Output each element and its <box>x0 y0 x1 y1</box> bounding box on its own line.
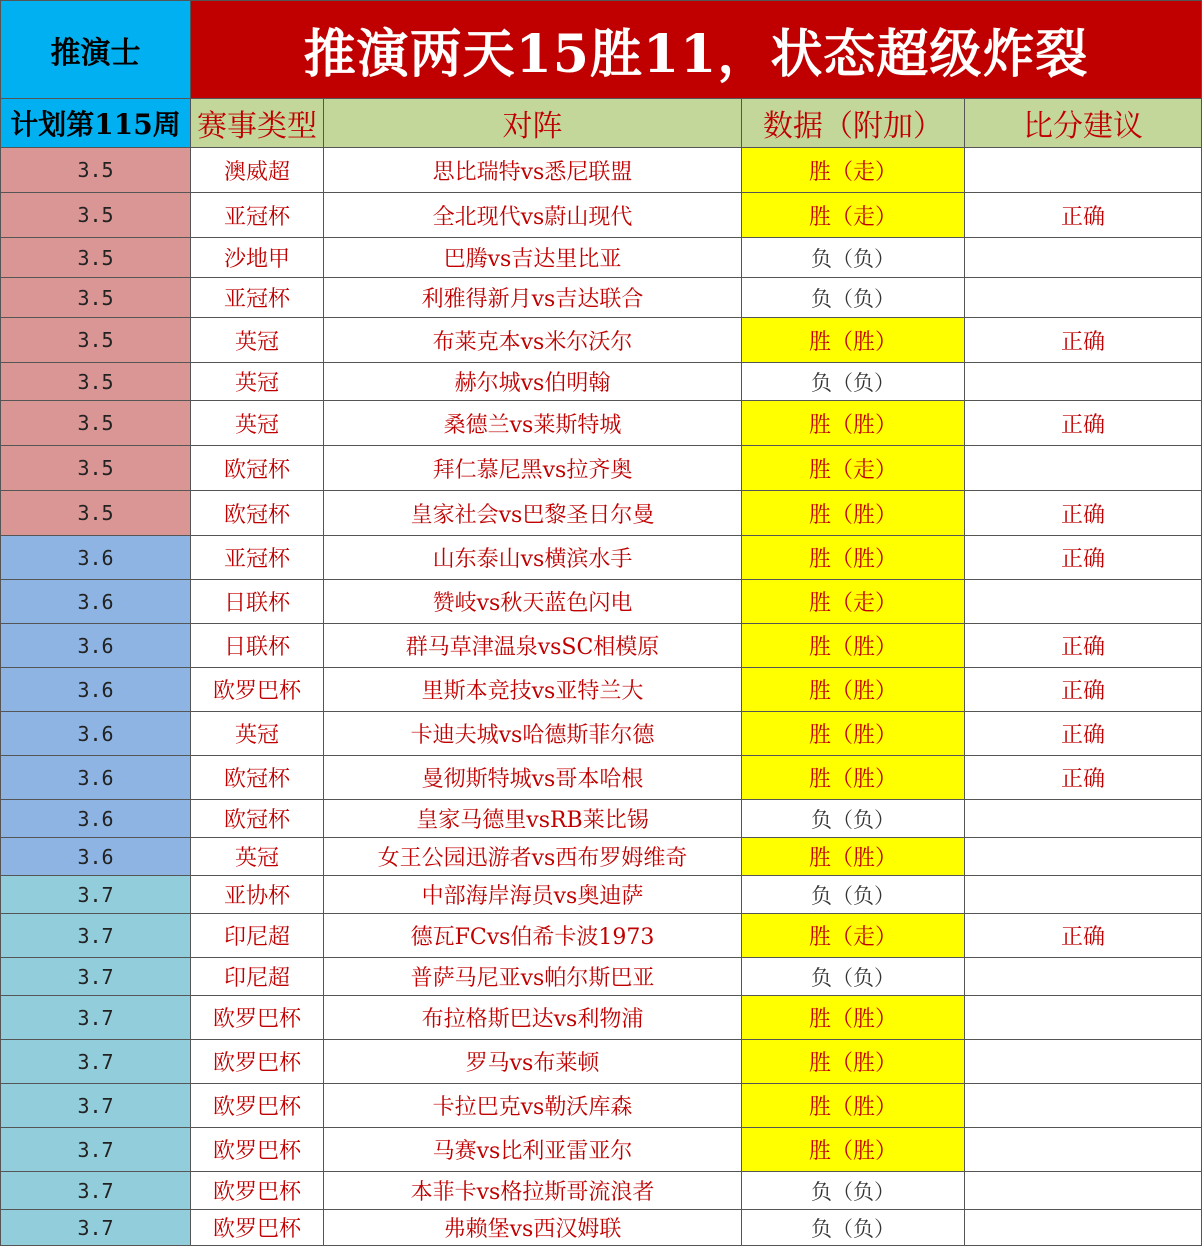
result-cell: 负（负） <box>742 958 965 996</box>
league-cell: 欧罗巴杯 <box>191 1084 324 1128</box>
date-cell: 3.7 <box>1 876 191 914</box>
match-cell: 女王公园迅游者vs西布罗姆维奇 <box>324 838 742 876</box>
league-cell: 欧冠杯 <box>191 491 324 536</box>
advice-cell <box>965 278 1202 318</box>
league-cell: 英冠 <box>191 838 324 876</box>
league-cell: 英冠 <box>191 363 324 401</box>
table-row <box>1 491 1202 536</box>
league-cell: 欧罗巴杯 <box>191 668 324 712</box>
table-row <box>1 712 1202 756</box>
league-cell: 日联杯 <box>191 624 324 668</box>
table-row <box>1 756 1202 800</box>
date-cell: 3.7 <box>1 914 191 958</box>
result-cell: 胜（走） <box>742 446 965 491</box>
match-cell: 赞岐vs秋天蓝色闪电 <box>324 580 742 624</box>
table-row <box>1 278 1202 318</box>
match-cell: 布拉格斯巴达vs利物浦 <box>324 996 742 1040</box>
header-match: 对阵 <box>324 99 742 148</box>
advice-cell: 正确 <box>965 193 1202 238</box>
league-cell: 印尼超 <box>191 958 324 996</box>
match-cell: 皇家马德里vsRB莱比锡 <box>324 800 742 838</box>
league-cell: 印尼超 <box>191 914 324 958</box>
advice-cell: 正确 <box>965 318 1202 363</box>
match-cell: 德瓦FCvs伯希卡波1973 <box>324 914 742 958</box>
date-cell: 3.7 <box>1 1084 191 1128</box>
date-cell: 3.5 <box>1 278 191 318</box>
result-cell: 负（负） <box>742 238 965 278</box>
advice-cell <box>965 1128 1202 1172</box>
result-cell: 胜（走） <box>742 148 965 193</box>
table-row <box>1 624 1202 668</box>
date-cell: 3.7 <box>1 1128 191 1172</box>
date-cell: 3.7 <box>1 1210 191 1246</box>
advice-cell <box>965 838 1202 876</box>
brand-label: 推演士 <box>1 1 191 99</box>
result-cell: 胜（走） <box>742 914 965 958</box>
result-cell: 胜（胜） <box>742 318 965 363</box>
result-cell: 胜（走） <box>742 580 965 624</box>
table-row <box>1 800 1202 838</box>
header-data: 数据（附加） <box>742 99 965 148</box>
league-cell: 澳威超 <box>191 148 324 193</box>
table-row <box>1 536 1202 580</box>
result-cell: 负（负） <box>742 1210 965 1246</box>
date-cell: 3.5 <box>1 193 191 238</box>
date-cell: 3.6 <box>1 800 191 838</box>
league-cell: 欧罗巴杯 <box>191 1128 324 1172</box>
table-row <box>1 996 1202 1040</box>
date-cell: 3.6 <box>1 668 191 712</box>
date-cell: 3.6 <box>1 756 191 800</box>
match-cell: 巴腾vs吉达里比亚 <box>324 238 742 278</box>
result-cell: 胜（走） <box>742 193 965 238</box>
match-cell: 皇家社会vs巴黎圣日尔曼 <box>324 491 742 536</box>
match-cell: 布莱克本vs米尔沃尔 <box>324 318 742 363</box>
date-cell: 3.7 <box>1 1172 191 1210</box>
league-cell: 亚冠杯 <box>191 278 324 318</box>
date-cell: 3.7 <box>1 1040 191 1084</box>
league-cell: 欧冠杯 <box>191 800 324 838</box>
result-cell: 负（负） <box>742 363 965 401</box>
result-cell: 胜（胜） <box>742 1040 965 1084</box>
league-cell: 欧罗巴杯 <box>191 1172 324 1210</box>
date-cell: 3.5 <box>1 363 191 401</box>
advice-cell: 正确 <box>965 668 1202 712</box>
table-row <box>1 1210 1202 1246</box>
result-cell: 胜（胜） <box>742 1084 965 1128</box>
result-cell: 负（负） <box>742 800 965 838</box>
advice-cell <box>965 446 1202 491</box>
advice-cell <box>965 1172 1202 1210</box>
date-cell: 3.5 <box>1 491 191 536</box>
advice-cell <box>965 1084 1202 1128</box>
league-cell: 沙地甲 <box>191 238 324 278</box>
result-cell: 负（负） <box>742 1172 965 1210</box>
advice-cell <box>965 996 1202 1040</box>
advice-cell <box>965 580 1202 624</box>
result-cell: 胜（胜） <box>742 756 965 800</box>
result-cell: 胜（胜） <box>742 1128 965 1172</box>
page-title: 推演两天15胜11，状态超级炸裂 <box>191 1 1202 99</box>
match-cell: 卡迪夫城vs哈德斯菲尔德 <box>324 712 742 756</box>
match-cell: 拜仁慕尼黑vs拉齐奥 <box>324 446 742 491</box>
league-cell: 英冠 <box>191 318 324 363</box>
table-row <box>1 1128 1202 1172</box>
date-cell: 3.6 <box>1 536 191 580</box>
league-cell: 英冠 <box>191 712 324 756</box>
advice-cell <box>965 1040 1202 1084</box>
table-row <box>1 401 1202 446</box>
table-row <box>1 580 1202 624</box>
result-cell: 胜（胜） <box>742 624 965 668</box>
league-cell: 欧冠杯 <box>191 446 324 491</box>
table-row <box>1 363 1202 401</box>
date-cell: 3.6 <box>1 712 191 756</box>
advice-cell <box>965 238 1202 278</box>
match-cell: 桑德兰vs莱斯特城 <box>324 401 742 446</box>
advice-cell: 正确 <box>965 401 1202 446</box>
result-cell: 胜（胜） <box>742 401 965 446</box>
match-cell: 马赛vs比利亚雷亚尔 <box>324 1128 742 1172</box>
date-cell: 3.6 <box>1 838 191 876</box>
date-cell: 3.5 <box>1 401 191 446</box>
advice-cell <box>965 876 1202 914</box>
date-cell: 3.7 <box>1 996 191 1040</box>
league-cell: 亚冠杯 <box>191 536 324 580</box>
match-cell: 弗赖堡vs西汉姆联 <box>324 1210 742 1246</box>
advice-cell: 正确 <box>965 756 1202 800</box>
league-cell: 日联杯 <box>191 580 324 624</box>
advice-cell: 正确 <box>965 624 1202 668</box>
league-cell: 欧罗巴杯 <box>191 1210 324 1246</box>
league-cell: 亚冠杯 <box>191 193 324 238</box>
advice-cell: 正确 <box>965 914 1202 958</box>
table-row <box>1 958 1202 996</box>
date-cell: 3.5 <box>1 238 191 278</box>
result-cell: 胜（胜） <box>742 838 965 876</box>
result-cell: 胜（胜） <box>742 491 965 536</box>
date-cell: 3.6 <box>1 580 191 624</box>
table-row <box>1 1172 1202 1210</box>
result-cell: 胜（胜） <box>742 668 965 712</box>
result-cell: 负（负） <box>742 876 965 914</box>
advice-cell <box>965 1210 1202 1246</box>
table-row <box>1 668 1202 712</box>
result-cell: 胜（胜） <box>742 996 965 1040</box>
result-cell: 胜（胜） <box>742 712 965 756</box>
header-week: 计划第115周 <box>1 99 191 148</box>
header-row <box>1 99 1202 148</box>
table-row <box>1 1040 1202 1084</box>
match-cell: 山东泰山vs横滨水手 <box>324 536 742 580</box>
league-cell: 欧罗巴杯 <box>191 996 324 1040</box>
table-row <box>1 876 1202 914</box>
match-cell: 全北现代vs蔚山现代 <box>324 193 742 238</box>
league-cell: 欧冠杯 <box>191 756 324 800</box>
table-row <box>1 446 1202 491</box>
advice-cell: 正确 <box>965 536 1202 580</box>
match-cell: 里斯本竞技vs亚特兰大 <box>324 668 742 712</box>
match-cell: 群马草津温泉vsSC相模原 <box>324 624 742 668</box>
date-cell: 3.5 <box>1 446 191 491</box>
header-advice: 比分建议 <box>965 99 1202 148</box>
match-cell: 普萨马尼亚vs帕尔斯巴亚 <box>324 958 742 996</box>
advice-cell <box>965 148 1202 193</box>
match-cell: 思比瑞特vs悉尼联盟 <box>324 148 742 193</box>
advice-cell: 正确 <box>965 712 1202 756</box>
date-cell: 3.7 <box>1 958 191 996</box>
match-cell: 赫尔城vs伯明翰 <box>324 363 742 401</box>
date-cell: 3.5 <box>1 148 191 193</box>
advice-cell <box>965 958 1202 996</box>
league-cell: 亚协杯 <box>191 876 324 914</box>
advice-cell <box>965 363 1202 401</box>
table-row <box>1 238 1202 278</box>
league-cell: 英冠 <box>191 401 324 446</box>
match-cell: 卡拉巴克vs勒沃库森 <box>324 1084 742 1128</box>
table-row <box>1 318 1202 363</box>
advice-cell <box>965 800 1202 838</box>
table-row <box>1 193 1202 238</box>
match-cell: 罗马vs布莱顿 <box>324 1040 742 1084</box>
advice-cell: 正确 <box>965 491 1202 536</box>
date-cell: 3.5 <box>1 318 191 363</box>
match-cell: 本菲卡vs格拉斯哥流浪者 <box>324 1172 742 1210</box>
table-row <box>1 1084 1202 1128</box>
match-cell: 曼彻斯特城vs哥本哈根 <box>324 756 742 800</box>
table-row <box>1 148 1202 193</box>
header-type: 赛事类型 <box>191 99 324 148</box>
result-cell: 负（负） <box>742 278 965 318</box>
date-cell: 3.6 <box>1 624 191 668</box>
match-cell: 利雅得新月vs吉达联合 <box>324 278 742 318</box>
table-row <box>1 914 1202 958</box>
league-cell: 欧罗巴杯 <box>191 1040 324 1084</box>
result-cell: 胜（胜） <box>742 536 965 580</box>
match-cell: 中部海岸海员vs奥迪萨 <box>324 876 742 914</box>
title-row <box>1 1 1202 99</box>
table-row <box>1 838 1202 876</box>
